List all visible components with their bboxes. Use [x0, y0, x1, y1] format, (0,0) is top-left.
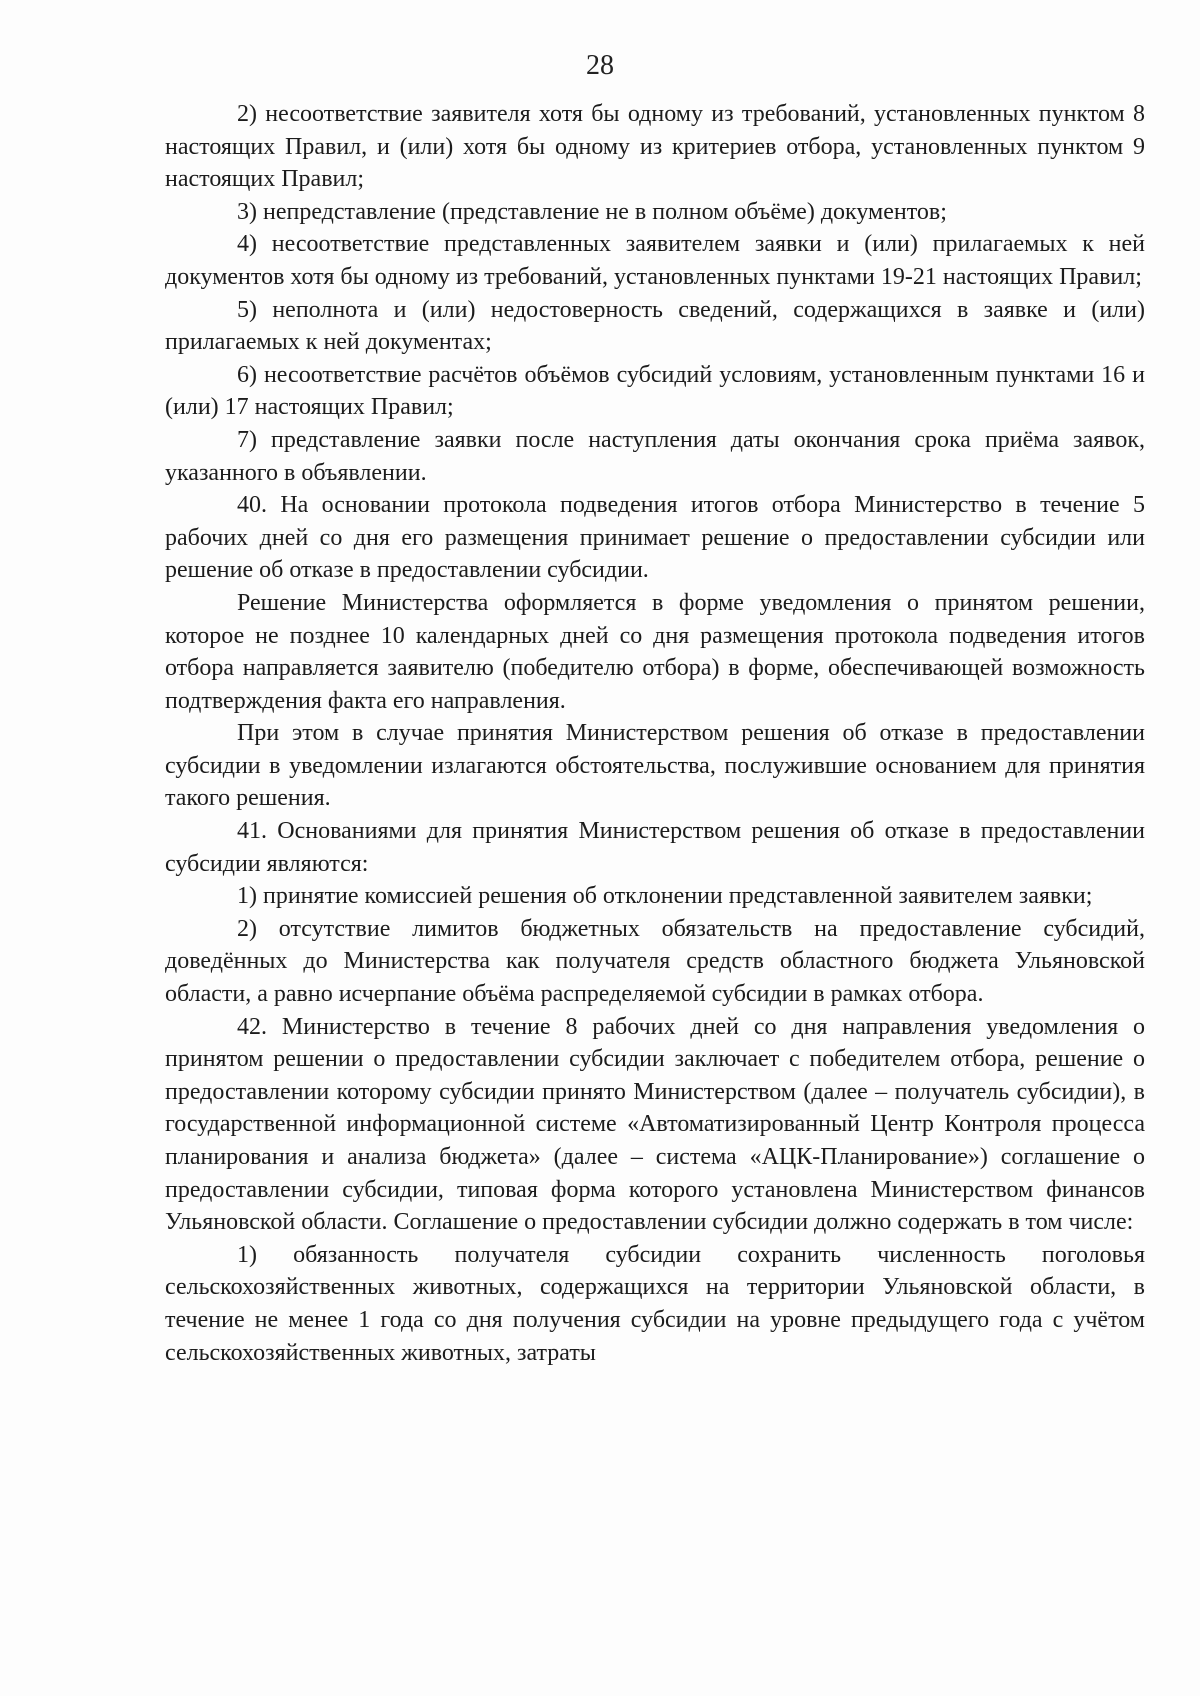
paragraph-section-41-item-1: 1) принятие комиссией решения об отклонении представленной заявителем заявки; — [237, 883, 1093, 910]
paragraph-item-2: 2) несоответствие заявителя хотя бы одному из требований, установленных пунктом 8 настоящих Правил, и (или) хотя бы одному из критериев отбора, установленных пунктом 9 настоящих Правил; — [165, 101, 1145, 193]
paragraph-section-41: 41. Основаниями для принятия Министерством решения об отказе в предоставлении субсидии являются: — [165, 818, 1145, 877]
paragraph-section-42: 42. Министерство в течение 8 рабочих дней со дня направления уведомления о принятом решении о предоставлении субсидии заключает с победителем отбора, решение о предоставлении которому субсидии принято Министерством (далее – получатель субсидии), в государственной информационной системе «Автоматизированный Центр Контроля процесса планирования и анализа бюджета» (далее – система «АЦК-Планирование») соглашение о предоставлении субсидии, типовая форма которого установлена Министерством финансов Ульяновской области. Соглашение о предоставлении субсидии должно содержать в том числе: — [165, 1013, 1145, 1236]
page-number: 28 — [586, 50, 614, 81]
paragraph-decision-form: Решение Министерства оформляется в форме уведомления о принятом решении, которое не позднее 10 календарных дней со дня размещения протокола подведения итогов отбора направляется заявителю (победителю отбора) в форме, обеспечивающей возможность подтверждения факта его направления. — [165, 589, 1145, 714]
paragraph-item-4: 4) несоответствие представленных заявителем заявки и (или) прилагаемых к ней документов хотя бы одному из требований, установленных пунктами 19-21 настоящих Правил; — [165, 231, 1145, 290]
paragraph-section-42-item-1: 1) обязанность получателя субсидии сохранить численность поголовья сельскохозяйственных животных, содержащихся на территории Ульяновской области, в течение не менее 1 года со дня получения субсидии на уровне предыдущего года с учётом сельскохозяйственных животных, затраты — [165, 1241, 1145, 1366]
paragraph-refusal-notice: При этом в случае принятия Министерством решения об отказе в предоставлении субсидии в уведомлении излагаются обстоятельства, послужившие основанием для принятия такого решения. — [165, 720, 1145, 812]
paragraph-section-41-item-2: 2) отсутствие лимитов бюджетных обязательств на предоставление субсидий, доведённых до Министерства как получателя средств областного бюджета Ульяновской области, а равно исчерпание объёма распределяемой субсидии в рамках отбора. — [165, 915, 1145, 1008]
paragraph-item-7: 7) представление заявки после наступления даты окончания срока приёма заявок, указанного в объявлении. — [165, 426, 1145, 486]
document-body — [165, 98, 1145, 1369]
paragraph-item-6: 6) несоответствие расчётов объёмов субсидий условиям, установленным пунктами 16 и (или) 17 настоящих Правил; — [165, 361, 1145, 421]
paragraph-section-40: 40. На основании протокола подведения итогов отбора Министерство в течение 5 рабочих дней со дня его размещения принимает решение о предоставлении субсидии или решение об отказе в предоставлении субсидии. — [165, 492, 1145, 584]
paragraph-item-5: 5) неполнота и (или) недостоверность сведений, содержащихся в заявке и (или) прилагаемых к ней документах; — [165, 296, 1145, 356]
paragraph-item-3: 3) непредставление (представление не в полном объёме) документов; — [237, 198, 947, 225]
